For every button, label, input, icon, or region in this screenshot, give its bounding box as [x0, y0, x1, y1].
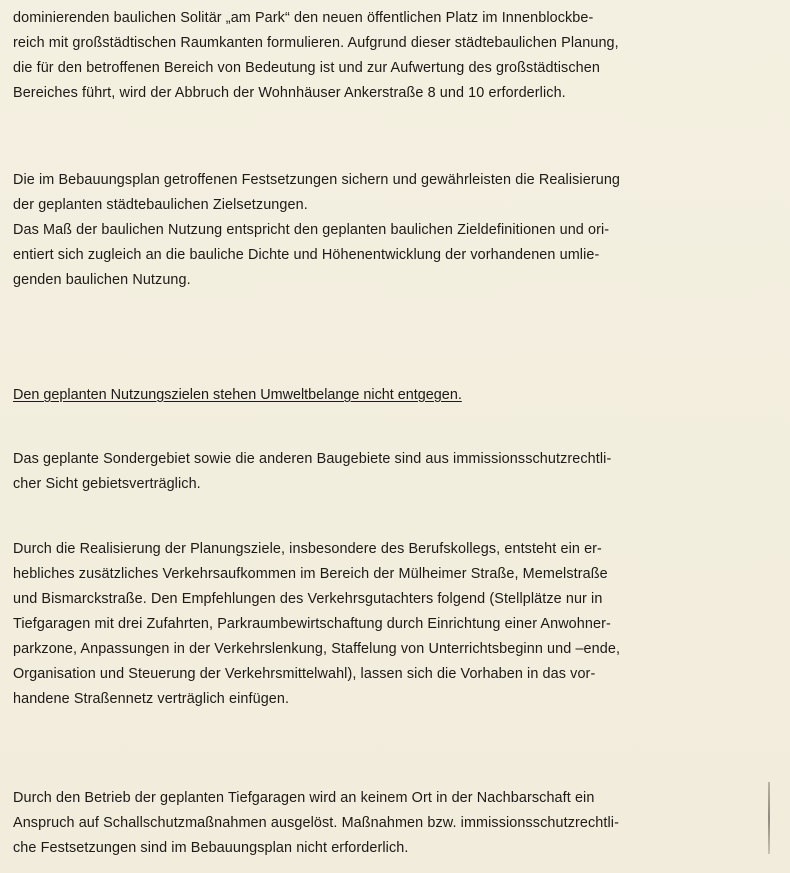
paragraph-festsetzungen: [13, 168, 620, 293]
text-line: che Festsetzungen sind im Bebauungsplan nicht erforderlich.: [13, 840, 409, 856]
text-line: genden baulichen Nutzung.: [13, 272, 191, 288]
scan-edge-mark: [768, 782, 770, 854]
text-line: handene Straßennetz verträglich einfügen.: [13, 691, 290, 707]
text-line: Bereiches führt, wird der Abbruch der Wohnhäuser Ankerstraße 8 und 10 erforderlich.: [13, 85, 566, 101]
text-line: Tiefgaragen mit drei Zufahrten, Parkraumbewirtschaftung durch Einrichtung einer Anwohner-: [13, 616, 611, 632]
text-line: Die im Bebauungsplan getroffenen Festsetzungen sichern und gewährleisten die Realisierung: [13, 172, 621, 188]
text-line: Das geplante Sondergebiet sowie die anderen Baugebiete sind aus immissionsschutzrechtli-: [13, 451, 612, 467]
text-line: Organisation und Steuerung der Verkehrsmittelwahl), lassen sich die Vorhaben in das vor-: [13, 666, 596, 682]
text-line: dominierenden baulichen Solitär „am Park“ den neuen öffentlichen Platz im Innenblockbe-: [13, 10, 594, 26]
text-line: und Bismarckstraße. Den Empfehlungen des Verkehrsgutachters folgend (Stellplätze nur in: [13, 591, 603, 607]
text-line: parkzone, Anpassungen in der Verkehrslenkung, Staffelung von Unterrichtsbeginn und –ende,: [13, 641, 621, 657]
text-line: entiert sich zugleich an die bauliche Dichte und Höhenentwicklung der vorhandenen umlie-: [13, 247, 600, 263]
text-line: der geplanten städtebaulichen Zielsetzungen.: [13, 197, 308, 213]
text-line: Das Maß der baulichen Nutzung entspricht den geplanten baulichen Zieldefinitionen und ori-: [13, 222, 610, 238]
paragraph-intro-continued: [13, 6, 619, 106]
text-line: reich mit großstädtischen Raumkanten formulieren. Aufgrund dieser städtebaulichen Planung,: [13, 35, 619, 51]
text-line: die für den betroffenen Bereich von Bedeutung ist und zur Aufwertung des großstädtischen: [13, 60, 600, 76]
text-line: cher Sicht gebietsverträglich.: [13, 476, 201, 492]
section-heading-umweltbelange: Den geplanten Nutzungszielen stehen Umweltbelange nicht entgegen.: [13, 387, 462, 403]
text-line: Durch den Betrieb der geplanten Tiefgaragen wird an keinem Ort in der Nachbarschaft ein: [13, 790, 595, 806]
paragraph-sondergebiet: [13, 447, 611, 497]
text-line: Anspruch auf Schallschutzmaßnahmen ausgelöst. Maßnahmen bzw. immissionsschutzrechtli-: [13, 815, 619, 831]
paragraph-verkehr: [13, 537, 620, 712]
text-line: hebliches zusätzliches Verkehrsaufkommen im Bereich der Mülheimer Straße, Memelstraße: [13, 566, 608, 582]
text-line: Durch die Realisierung der Planungsziele, insbesondere des Berufskollegs, entsteht ein er-: [13, 541, 602, 557]
paragraph-tiefgaragen: [13, 786, 619, 861]
